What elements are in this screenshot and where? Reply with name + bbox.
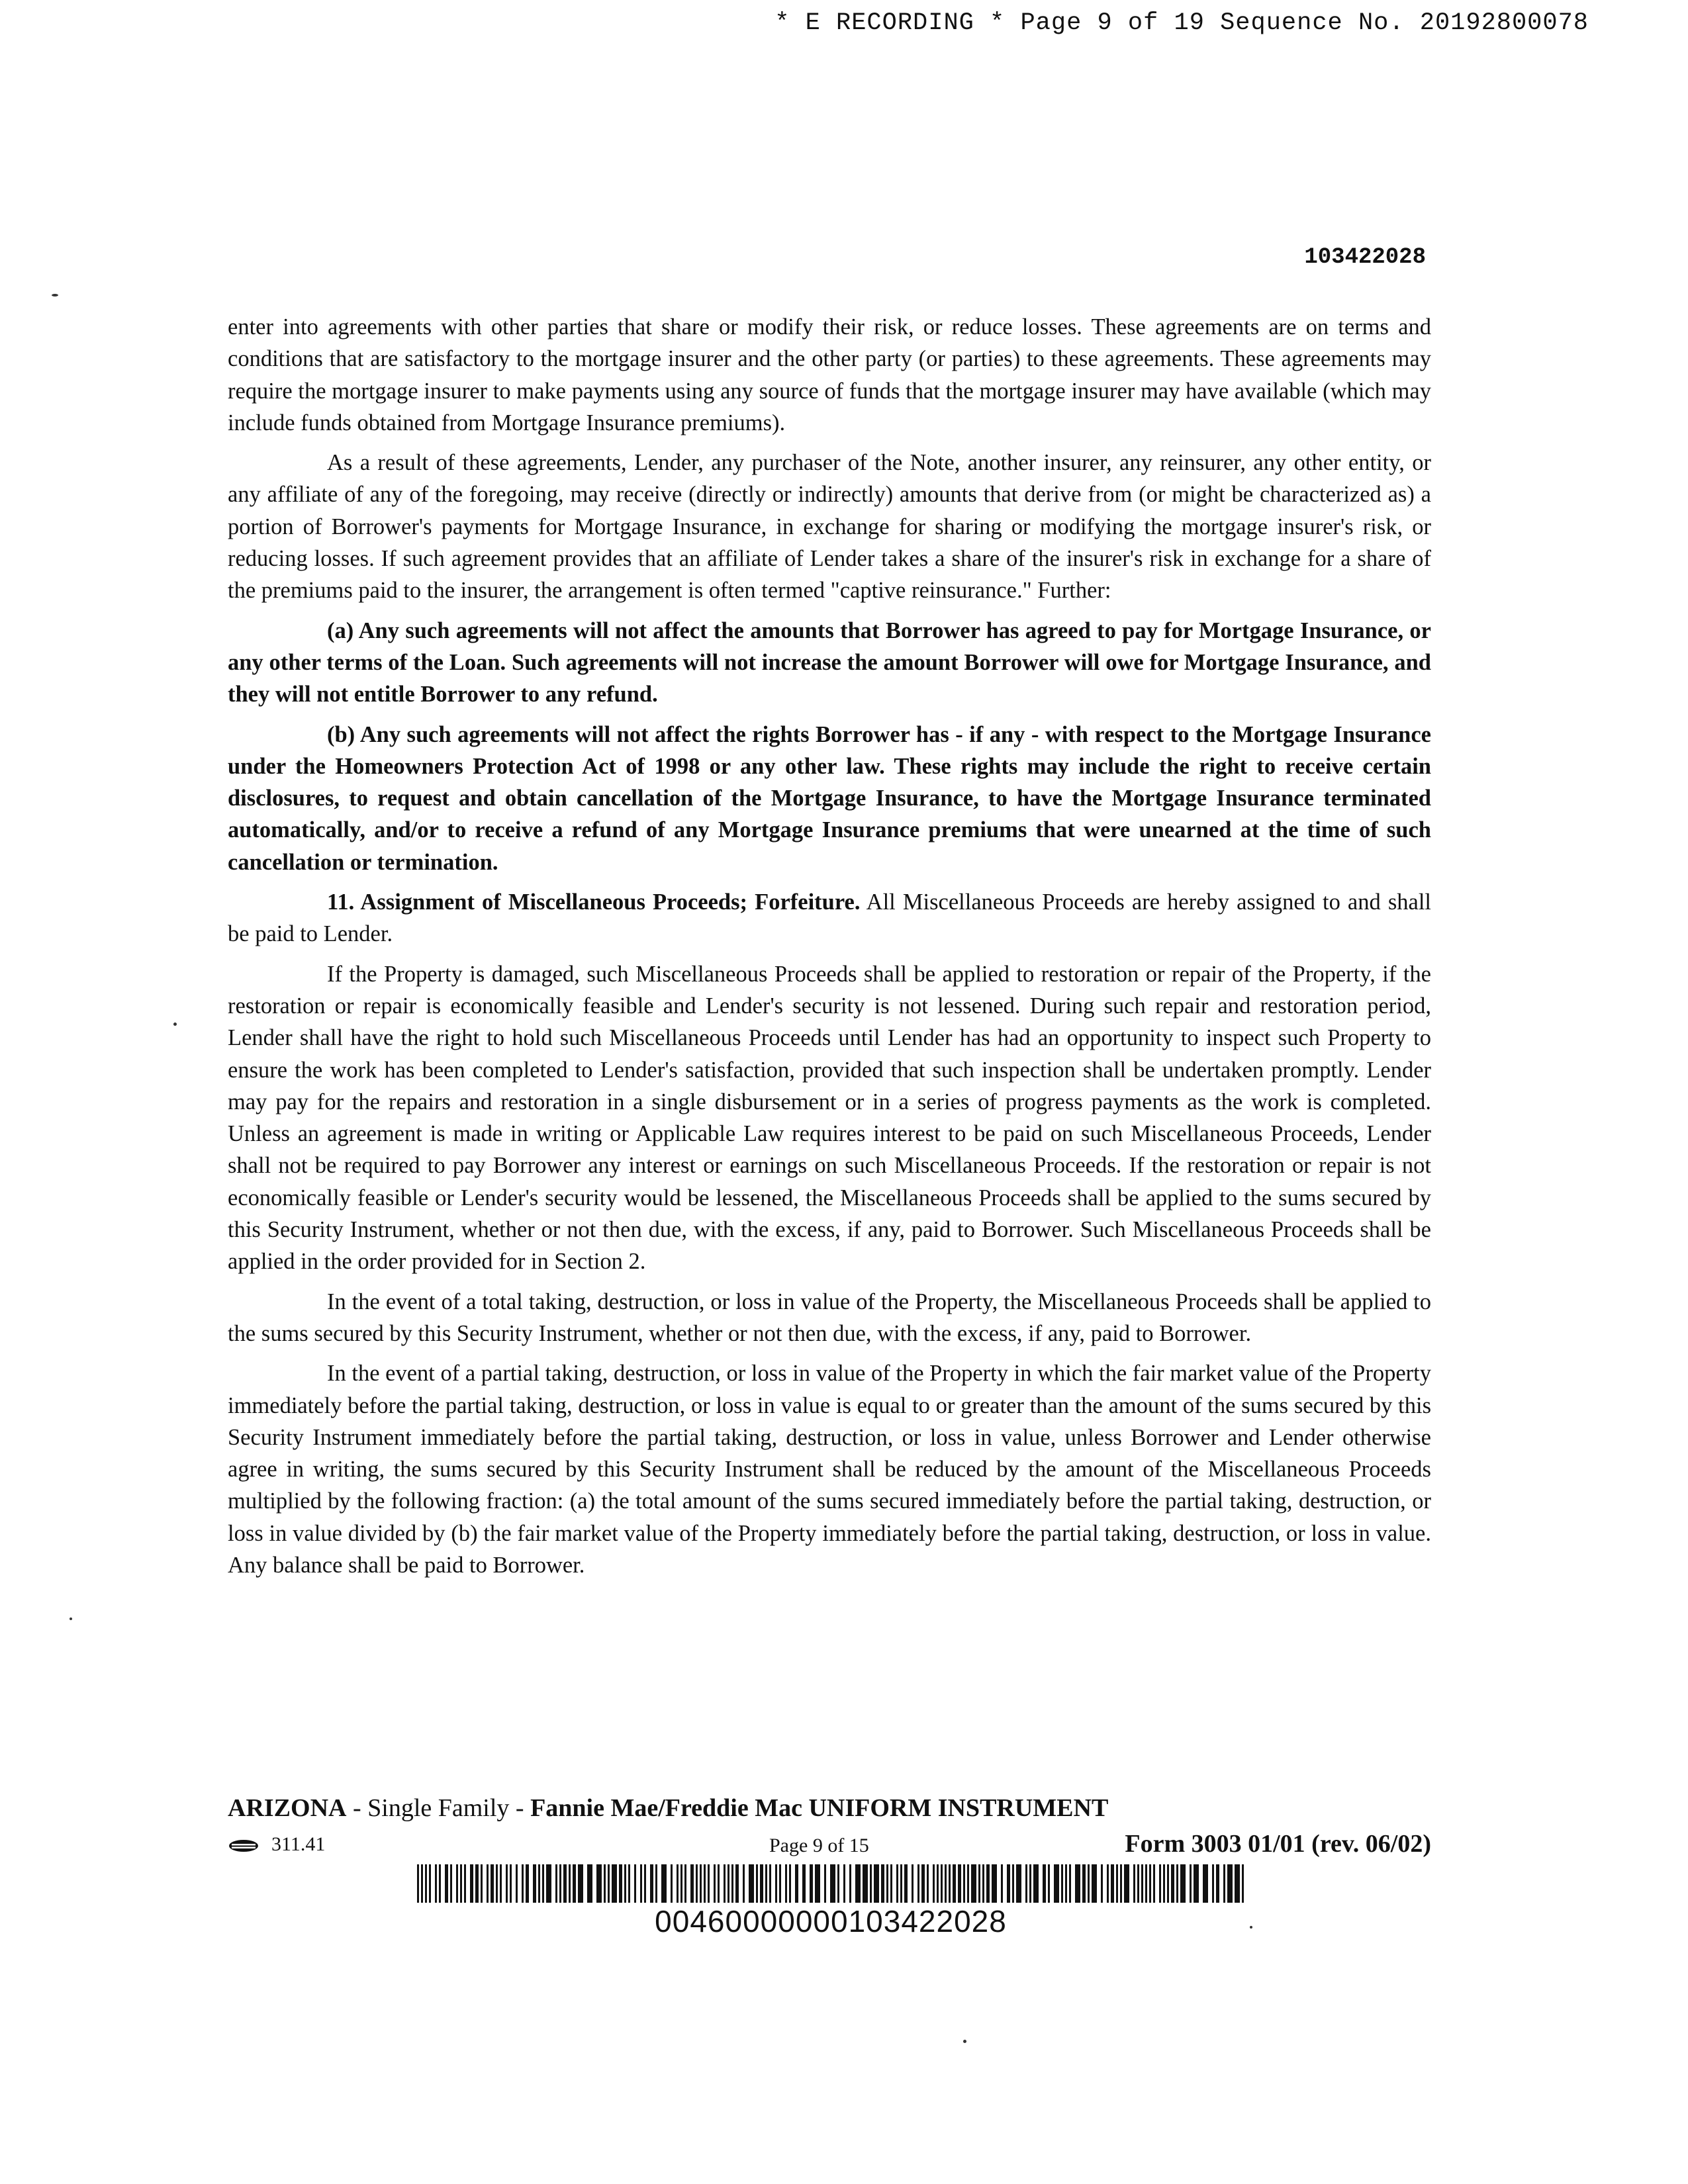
form-code-text: 311.41 — [271, 1833, 326, 1855]
barcode-bar — [1092, 1864, 1097, 1903]
barcode-bar — [927, 1864, 929, 1903]
barcode-bar — [569, 1864, 571, 1903]
barcode-bar — [870, 1864, 872, 1903]
barcode-bar — [533, 1864, 536, 1903]
footer-title — [228, 1794, 1108, 1823]
barcode-bar — [718, 1864, 720, 1903]
barcode-bar — [765, 1864, 767, 1903]
barcode-bar — [843, 1864, 845, 1903]
footer-instrument: Fannie Mae/Freddie Mac UNIFORM INSTRUMENT — [530, 1794, 1109, 1822]
barcode-bar — [1025, 1864, 1027, 1903]
barcode-bar — [608, 1864, 610, 1903]
scan-speck — [963, 2040, 966, 2043]
barcode-bar — [912, 1864, 914, 1903]
barcode-bar — [516, 1864, 518, 1903]
barcode-bar — [1176, 1864, 1178, 1903]
barcode-bar — [506, 1864, 508, 1903]
barcode-bar — [559, 1864, 561, 1903]
barcode-bar — [933, 1864, 935, 1903]
barcode-bar — [881, 1864, 884, 1903]
barcode-bar — [890, 1864, 892, 1903]
barcode-bar — [1054, 1864, 1059, 1903]
barcode-bar — [1001, 1864, 1003, 1903]
barcode-bar — [971, 1864, 976, 1903]
barcode-bar — [1203, 1864, 1208, 1903]
barcode-bar — [640, 1864, 642, 1903]
barcode-bar — [949, 1864, 951, 1903]
barcode-bar — [619, 1864, 622, 1903]
barcode-bar — [982, 1864, 984, 1903]
document-body — [228, 311, 1431, 1589]
barcode-bar — [1116, 1864, 1118, 1903]
barcode-bar — [628, 1864, 630, 1903]
barcode-bar — [896, 1864, 898, 1903]
section-text: All Miscellaneous Proceeds are hereby assigned to and shall be paid to Lender. — [228, 889, 1432, 947]
barcode-bar — [425, 1864, 427, 1903]
barcode-bar — [1212, 1864, 1214, 1903]
barcode-bar — [1167, 1864, 1169, 1903]
barcode-bar — [1043, 1864, 1046, 1903]
barcode-bar — [1111, 1864, 1114, 1903]
barcode — [417, 1864, 1244, 1903]
barcode-bar — [445, 1864, 448, 1903]
paragraph: If the Property is damaged, such Miscellaneous Proceeds shall be applied to restoration or repair of the Property, if the restoration or repair is economically feasible and Lender's security is not lessened. During such repair and restoration period, Lender shall have the right to hold such Miscellaneous Proceeds until Lender has had an opportunity to inspect such Property to ensure the work has been completed to Lender's satisfaction, provided that such inspection shall be undertaken promptly. Lender may pay for the repairs and restoration in a single disbursement or in a series of progress payments as the work is completed. Unless an agreement is made in writing or Applicable Law requires interest to be paid on such Miscellaneous Proceeds, Lender shall not be required to pay Borrower any interest or earnings on such Miscellaneous Proceeds. If the restoration or repair is not economically feasible or Lender's security would be lessened, the Miscellaneous Proceeds shall be applied to the sums secured by this Security Instrument, whether or not then due, with the excess, if any, paid to Borrower. Such Miscellaneous Proceeds shall be applied in the order provided for in Section 2. — [228, 961, 1431, 1275]
scan-speck — [1250, 1926, 1252, 1929]
barcode-number: 00460000000103422028 — [655, 1904, 1007, 1938]
barcode-bar — [837, 1864, 839, 1903]
barcode-bar — [546, 1864, 551, 1903]
barcode-bar — [677, 1864, 679, 1903]
barcode-bar — [563, 1864, 567, 1903]
barcode-bar — [1133, 1864, 1135, 1903]
barcode-bar — [1061, 1864, 1063, 1903]
loan-number: 103422028 — [1304, 245, 1426, 270]
barcode-bar — [460, 1864, 462, 1903]
barcode-bar — [1069, 1864, 1071, 1903]
barcode-bar — [475, 1864, 479, 1903]
barcode-bar — [1171, 1864, 1174, 1903]
barcode-bar — [941, 1864, 943, 1903]
section-11-paragraph — [228, 886, 1431, 950]
barcode-bar — [573, 1864, 576, 1903]
barcode-bar — [1194, 1864, 1199, 1903]
barcode-bar — [661, 1864, 667, 1903]
barcode-bar — [760, 1864, 763, 1903]
barcode-bar — [708, 1864, 710, 1903]
barcode-bar — [945, 1864, 947, 1903]
paragraph: In the event of a total taking, destruction, or loss in value of the Property, the Miscellaneous Proceeds shall be applied to the sums secured by this Security Instrument, whether or not then due, with the excess, if any, paid to Borrower. — [228, 1289, 1431, 1346]
barcode-bar — [785, 1864, 787, 1903]
barcode-bar — [953, 1864, 956, 1903]
barcode-bar — [1137, 1864, 1139, 1903]
paragraph-bold: (b) Any such agreements will not affect the rights Borrower has - if any - with respect to the Mortgage Insurance under the Homeowners Protection Act of 1998 or any other law. These rights may include the right to receive certain disclosures, to request and obtain cancellation of the Mortgage Insurance, to have the Mortgage Insurance terminated automatically, and/or to receive a refund of any Mortgage Insurance premiums that were unearned at the time of such cancellation or termination. — [228, 721, 1431, 875]
barcode-bar — [1141, 1864, 1143, 1903]
barcode-bar — [749, 1864, 754, 1903]
barcode-bar — [1065, 1864, 1067, 1903]
recording-stamp: * E RECORDING * Page 9 of 19 Sequence No. 20192800078 — [774, 9, 1589, 37]
barcode-bar — [967, 1864, 969, 1903]
barcode-bar — [824, 1864, 826, 1903]
barcode-bar — [789, 1864, 791, 1903]
barcode-bar — [937, 1864, 939, 1903]
barcode-bar — [587, 1864, 592, 1903]
barcode-bar — [435, 1864, 437, 1903]
barcode-bar — [690, 1864, 694, 1903]
barcode-bar — [992, 1864, 997, 1903]
barcode-bar — [470, 1864, 473, 1903]
barcode-bar — [863, 1864, 868, 1903]
barcode-bar — [1153, 1864, 1155, 1903]
vmp-logo-icon — [228, 1839, 259, 1853]
barcode-bar — [596, 1864, 602, 1903]
form-number: Form 3003 01/01 (rev. 06/02) — [1125, 1830, 1431, 1858]
barcode-bar — [874, 1864, 879, 1903]
barcode-bar — [735, 1864, 739, 1903]
barcode-bar — [1029, 1864, 1031, 1903]
barcode-bar — [538, 1864, 540, 1903]
barcode-bar — [671, 1864, 673, 1903]
barcode-bar — [724, 1864, 726, 1903]
barcode-bar — [714, 1864, 716, 1903]
barcode-bar — [921, 1864, 925, 1903]
barcode-bar — [496, 1864, 498, 1903]
barcode-bar — [978, 1864, 980, 1903]
paragraph: In the event of a partial taking, destruction, or loss in value of the Property in which the fair market value of the Property immediately before the partial taking, destruction, or loss in value is equal to or greater than the amount of the sums secured by this Security Instrument immediately before the partial taking, destruction, or loss in value, unless Borrower and Lender otherwise agree in writing, the sums secured by this Security Instrument shall be reduced by the amount of the Miscellaneous Proceeds multiplied by the following fraction: (a) the total amount of the sums secured immediately before the partial taking, destruction, or loss in value divided by (b) the fair market value of the Property immediately before the partial taking, destruction, or loss in value. Any balance shall be paid to Borrower. — [228, 1361, 1431, 1578]
barcode-bar — [684, 1864, 686, 1903]
barcode-bar — [815, 1864, 820, 1903]
barcode-bar — [731, 1864, 733, 1903]
barcode-bar — [810, 1864, 813, 1903]
barcode-bar — [439, 1864, 441, 1903]
barcode-bar — [700, 1864, 702, 1903]
barcode-bar — [624, 1864, 626, 1903]
barcode-bar — [1242, 1864, 1244, 1903]
barcode-bar — [510, 1864, 512, 1903]
barcode-bar — [526, 1864, 529, 1903]
barcode-bar — [1190, 1864, 1192, 1903]
barcode-bar — [886, 1864, 888, 1903]
barcode-bar — [429, 1864, 431, 1903]
footer-line — [228, 1829, 1431, 1858]
barcode-bar — [756, 1864, 758, 1903]
barcode-bar — [481, 1864, 483, 1903]
paragraph: As a result of these agreements, Lender, any purchaser of the Note, another insurer, any reinsurer, any other entity, or any affiliate of any of the foregoing, may receive (directly or indirectly) amounts that derive from (or might be characterized as) a portion of Borrower's payments for Mortgage Insurance, in exchange for sharing or modifying the mortgage insurer's risk, or reducing losses. If such agreement provides that an affiliate of Lender takes a share of the insurer's risk in exchange for a share of the premiums paid to the insurer, the arrangement is often termed "captive reinsurance." Further: — [228, 450, 1431, 604]
barcode-bar — [1107, 1864, 1109, 1903]
barcode-bar — [1216, 1864, 1219, 1903]
barcode-bar — [464, 1864, 466, 1903]
barcode-bar — [491, 1864, 494, 1903]
barcode-bar — [1145, 1864, 1147, 1903]
barcode-bar — [795, 1864, 798, 1903]
barcode-bar — [779, 1864, 781, 1903]
barcode-bar — [680, 1864, 682, 1903]
scan-speck — [70, 1617, 72, 1620]
form-code — [228, 1833, 325, 1856]
barcode-bar — [958, 1864, 961, 1903]
barcode-bar — [1180, 1864, 1186, 1903]
barcode-bar — [1012, 1864, 1014, 1903]
barcode-bar — [522, 1864, 524, 1903]
barcode-bar — [487, 1864, 489, 1903]
barcode-bar — [1149, 1864, 1151, 1903]
barcode-bar — [802, 1864, 806, 1903]
barcode-bar — [456, 1864, 458, 1903]
barcode-bar — [578, 1864, 583, 1903]
barcode-bar — [1223, 1864, 1225, 1903]
barcode-bar — [417, 1864, 419, 1903]
barcode-bar — [727, 1864, 729, 1903]
barcode-bar — [1082, 1864, 1086, 1903]
barcode-bar — [1159, 1864, 1161, 1903]
footer-separator: - Single Family - — [346, 1794, 531, 1822]
barcode-bar — [1033, 1864, 1039, 1903]
barcode-bar — [900, 1864, 902, 1903]
barcode-bar — [542, 1864, 544, 1903]
barcode-bar — [986, 1864, 990, 1903]
barcode-bar — [634, 1864, 636, 1903]
barcode-bar — [855, 1864, 861, 1903]
barcode-bar — [1235, 1864, 1240, 1903]
barcode-bar — [655, 1864, 657, 1903]
barcode-bar — [1120, 1864, 1122, 1903]
section-heading: 11. Assignment of Miscellaneous Proceeds; Forfeiture. — [327, 889, 861, 915]
barcode-bar — [644, 1864, 646, 1903]
barcode-bar — [1088, 1864, 1090, 1903]
barcode-bar — [604, 1864, 606, 1903]
barcode-bar — [450, 1864, 452, 1903]
page-number: Page 9 of 15 — [769, 1835, 869, 1856]
barcode-bar — [830, 1864, 835, 1903]
scan-speck — [52, 294, 58, 296]
barcode-bar — [555, 1864, 557, 1903]
paragraph-bold: (a) Any such agreements will not affect the amounts that Borrower has agreed to pay for Mortgage Insurance, or any other terms of the Loan. Such agreements will not increase the amount Borrower will owe for Mortgage Insurance, and they will not entitle Borrower to any refund. — [228, 617, 1431, 707]
footer-state: ARIZONA — [228, 1794, 347, 1822]
barcode-bar — [1163, 1864, 1165, 1903]
scan-speck — [173, 1023, 177, 1026]
barcode-bar — [1007, 1864, 1010, 1903]
barcode-bar — [421, 1864, 423, 1903]
barcode-bar — [650, 1864, 653, 1903]
barcode-bar — [775, 1864, 777, 1903]
barcode-bar — [1016, 1864, 1021, 1903]
barcode-bar — [904, 1864, 908, 1903]
barcode-bar — [769, 1864, 771, 1903]
barcode-bar — [696, 1864, 698, 1903]
barcode-bar — [704, 1864, 706, 1903]
barcode-bar — [1075, 1864, 1080, 1903]
barcode-bar — [917, 1864, 919, 1903]
barcode-bar — [743, 1864, 745, 1903]
paragraph: enter into agreements with other parties that share or modify their risk, or reduce losses. These agreements are on terms and conditions that are satisfactory to the mortgage insurer and the other party (or parties) to these agreements. These agreements may require the mortgage insurer to make payments using any source of funds that the mortgage insurer may have available (which may include funds obtained from Mortgage Insurance premiums). — [228, 314, 1431, 435]
barcode-bar — [500, 1864, 502, 1903]
barcode-bar — [1227, 1864, 1233, 1903]
barcode-bar — [1048, 1864, 1050, 1903]
barcode-bar — [849, 1864, 851, 1903]
barcode-bar — [612, 1864, 617, 1903]
barcode-bar — [1101, 1864, 1103, 1903]
barcode-bar — [1124, 1864, 1129, 1903]
barcode-bar — [963, 1864, 965, 1903]
